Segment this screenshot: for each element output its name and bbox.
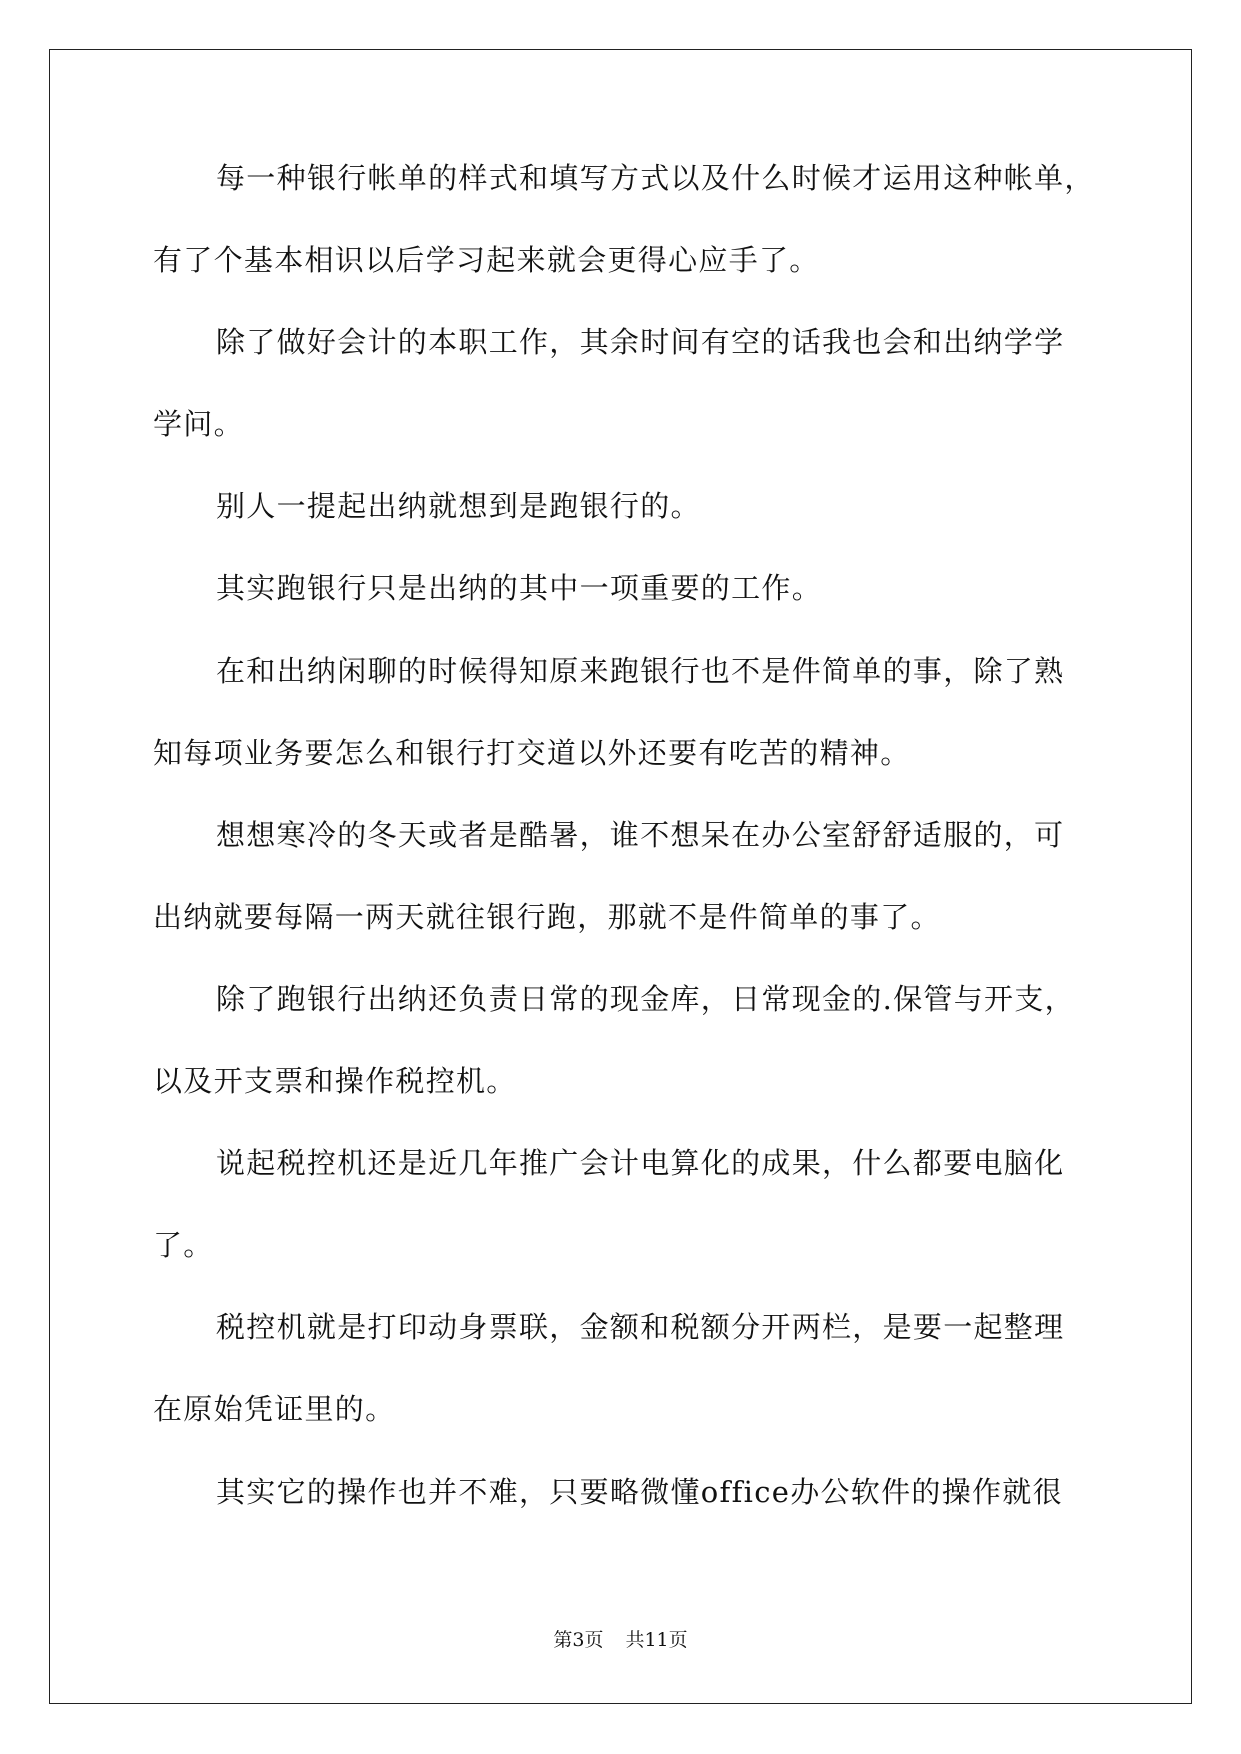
- text-line: 以及开支票和操作税控机。: [153, 1064, 517, 1099]
- page-footer: [0, 1628, 1241, 1652]
- text-line: 其实跑银行只是出纳的其中一项重要的工作。: [216, 571, 823, 606]
- text-line: 有了个基本相识以后学习起来就会更得心应手了。: [153, 243, 820, 278]
- page-total: 共11页: [625, 1629, 688, 1651]
- text-line: 学问。: [153, 407, 244, 442]
- text-line: 出纳就要每隔一两天就往银行跑，那就不是件简单的事了。: [153, 899, 941, 934]
- document-body: [153, 156, 1095, 1552]
- text-line: 除了跑银行出纳还负责日常的现金库，日常现金的.保管与开支，: [216, 981, 1075, 1016]
- text-line: 知每项业务要怎么和银行打交道以外还要有吃苦的精神。: [153, 735, 911, 770]
- text-line: 说起税控机还是近几年推广会计电算化的成果，什么都要电脑化: [216, 1146, 1065, 1181]
- text-line: 税控机就是打印动身票联，金额和税额分开两栏，是要一起整理: [216, 1310, 1065, 1345]
- text-line: 别人一提起出纳就想到是跑银行的。: [216, 489, 701, 524]
- page-number: 第3页: [553, 1629, 604, 1651]
- text-line: 其实它的操作也并不难，只要略微懂office办公软件的操作就很: [216, 1474, 1063, 1509]
- text-line: 每一种银行帐单的样式和填写方式以及什么时候才运用这种帐单，: [216, 161, 1095, 195]
- text-line: 除了做好会计的本职工作，其余时间有空的话我也会和出纳学学: [216, 325, 1065, 360]
- text-line: 想想寒冷的冬天或者是酷暑，谁不想呆在办公室舒舒适服的，可: [216, 817, 1065, 852]
- text-line: 在原始凭证里的。: [153, 1392, 396, 1427]
- text-line: 在和出纳闲聊的时候得知原来跑银行也不是件简单的事，除了熟: [216, 653, 1065, 688]
- text-line: 了。: [153, 1228, 214, 1263]
